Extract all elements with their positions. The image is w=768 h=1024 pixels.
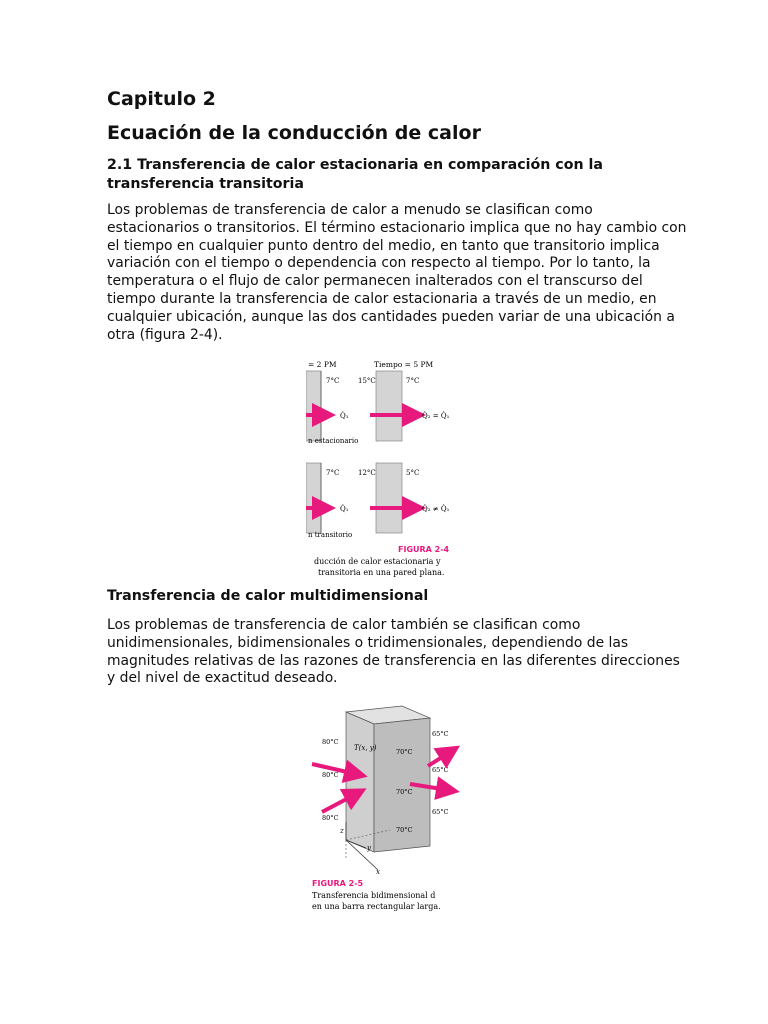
figure-2-5 bbox=[310, 702, 460, 912]
figure-2-4-caption-title: FIGURA 2-4 bbox=[398, 545, 450, 554]
time-left-label: = 2 PM bbox=[308, 360, 337, 369]
axis-y-label: y bbox=[367, 844, 371, 852]
figure-2-4-caption-line1: ducción de calor estacionaria y bbox=[314, 557, 441, 566]
inner-temp-3: 70°C bbox=[396, 826, 413, 834]
figure-2-4 bbox=[306, 355, 466, 580]
figure-2-4-diagram bbox=[306, 355, 466, 580]
right-temp-3: 65°C bbox=[432, 808, 449, 816]
steady-q-right: Q̇₂ = Q̇₁ bbox=[422, 412, 450, 420]
function-label: T(x, y) bbox=[354, 744, 377, 752]
steady-right-temp: 7°C bbox=[406, 377, 420, 385]
steady-label: n estacionario bbox=[308, 437, 359, 445]
time-right-label: Tiempo = 5 PM bbox=[374, 360, 434, 369]
heat-arrow-right-1 bbox=[428, 752, 450, 766]
chapter-heading: Capitulo 2 bbox=[107, 88, 216, 110]
axis-z-label: z bbox=[340, 827, 344, 835]
figure-2-5-caption-line2: en una barra rectangular larga. bbox=[312, 902, 441, 911]
chapter-title: Ecuación de la conducción de calor bbox=[107, 122, 481, 144]
figure-2-5-caption-title: FIGURA 2-5 bbox=[312, 879, 364, 888]
transient-left-temp: 7°C bbox=[326, 469, 340, 477]
steady-left-temp: 7°C bbox=[326, 377, 340, 385]
transient-mid-temp: 12°C bbox=[358, 469, 376, 477]
paragraph-steady-transient: Los problemas de transferencia de calor a menudo se clasifican como estacionarios o transitorios. El término estacionario implica que no hay cambio con el tiempo en cualquier punto dentro del medio, en tanto que transitorio implica variación con el tiempo o dependencia con respecto al tiempo. Por lo tanto, la temperatura o el flujo de calor permanecen inalterados con el transcurso del tiempo durante la transferencia de calor estacionaria a través de un medio, en cualquier ubicación, aunque las dos cantidades pueden variar de una ubicación a otra (figura 2-4). bbox=[107, 202, 687, 343]
inner-temp-2: 70°C bbox=[396, 788, 413, 796]
left-temp-2: 80°C bbox=[322, 771, 339, 779]
transient-wall-left bbox=[306, 463, 321, 533]
right-temp-2: 65°C bbox=[432, 766, 449, 774]
figure-2-5-caption-line1: Transferencia bidimensional d bbox=[312, 891, 436, 900]
figure-2-4-caption-line2: transitoria en una pared plana. bbox=[318, 568, 445, 577]
subsection-heading: Transferencia de calor multidimensional bbox=[107, 588, 429, 604]
steady-wall-left bbox=[306, 371, 321, 441]
transient-q-right: Q̇₂ ≠ Q̇₁ bbox=[422, 505, 450, 513]
transient-label: n transitorio bbox=[308, 531, 353, 539]
figure-2-5-diagram bbox=[310, 702, 460, 912]
steady-mid-temp: 15°C bbox=[358, 377, 376, 385]
bar-front-face bbox=[346, 712, 374, 852]
transient-right-temp: 5°C bbox=[406, 469, 420, 477]
steady-wall-right bbox=[376, 371, 402, 441]
steady-q-left: Q̇₁ bbox=[340, 412, 349, 420]
paragraph-multidimensional: Los problemas de transferencia de calor también se clasifican como unidimensionales, bidimensionales o tridimensionales, dependiendo de las magnitudes relativas de las razones de transferencia en las diferentes direcciones y del nivel de exactitud deseado. bbox=[107, 617, 680, 687]
axis-x-label: x bbox=[376, 868, 380, 876]
right-temp-1: 65°C bbox=[432, 730, 449, 738]
section-heading: 2.1 Transferencia de calor estacionaria en comparación con la transferencia transitoria bbox=[107, 157, 603, 192]
inner-temp-1: 70°C bbox=[396, 748, 413, 756]
transient-q-left: Q̇₁ bbox=[340, 505, 349, 513]
left-temp-1: 80°C bbox=[322, 738, 339, 746]
left-temp-3: 80°C bbox=[322, 814, 339, 822]
transient-wall-right bbox=[376, 463, 402, 533]
